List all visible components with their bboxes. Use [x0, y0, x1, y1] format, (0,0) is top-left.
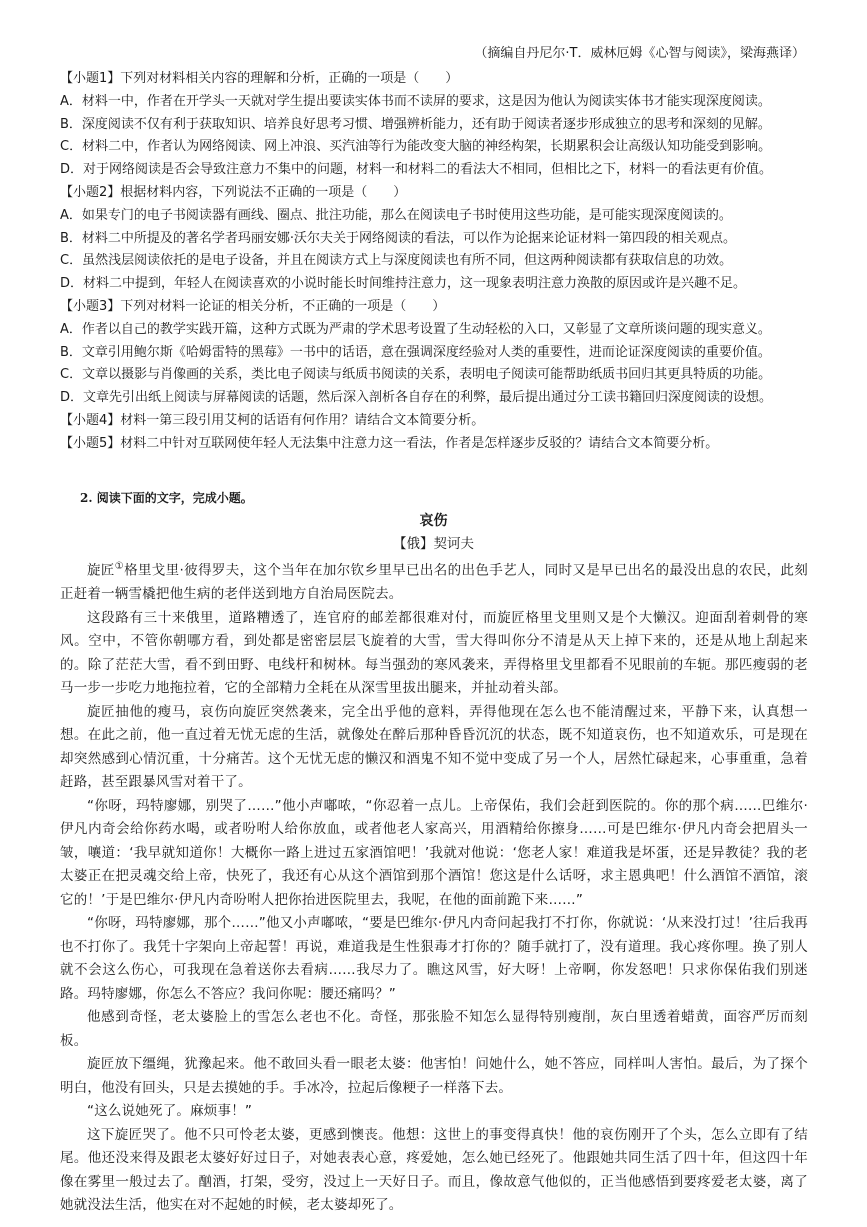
- question-2-stem: 【小题2】根据材料内容，下列说法不正确的一项是（ ）: [60, 184, 407, 200]
- question-2-option-a: A．如果专门的电子书阅读器有画线、圈点、批注功能，那么在阅读电子书时使用这些功能，是可能实现深度阅读的。: [60, 207, 732, 223]
- question-2-option-c: C．虽然浅层阅读依托的是电子设备，并且在阅读方式上与深度阅读也有所不同，但这两种阅读都有获取信息的功效。: [60, 253, 733, 269]
- story-paragraph-1-rest: 格里戈里·彼得罗夫，这个当年在加尔钦乡里早已出名的出色手艺人，同时又是早已出名的最没出息的农民，此刻正赶着一辆雪橇把他生病的老伴送到地方自治局医院去。: [60, 562, 808, 602]
- story-body: [60, 555, 808, 1218]
- story-paragraph: 这下旋匠哭了。他不只可怜老太婆，更感到懊丧。他想：这世上的事变得真快！他的哀伤刚开了个头，怎么立即有了结尾。他还没来得及跟老太婆好好过日子，对她表表心意，疼爱她，怎么她已经死了。他跟她共同生活了四十年，但这四十年像在雾里一般过去了。酗酒，打架，受穷，没过上一天好日子。而且，像故意气他似的，正当他感悟到要疼爱老太婆，离了她就没法生活，他实在对不起她的时候，老太婆却死了。: [60, 1126, 808, 1213]
- story-paragraph: 这段路有三十来俄里，道路糟透了，连官府的邮差都很难对付，而旋匠格里戈里则又是个大懒汉。迎面刮着刺骨的寒风。空中，不管你朝哪方看，到处都是密密层层飞旋着的大雪，雪大得叫你分不清是从天上掉下来的，还是从地上刮起来的。除了茫茫大雪，看不到田野、电线杆和树林。每当强劲的寒风袭来，弄得格里戈里都看不见眼前的车轭。那匹瘦弱的老马一步一步吃力地拖拉着，它的全部精力全耗在从深雪里拔出腿来，并扯动着头部。: [60, 609, 808, 696]
- question-3-option-d: D．文章先引出纸上阅读与屏幕阅读的话题，然后深入剖析各自存在的利弊，最后提出通过分工读书籍回归深度阅读的设想。: [60, 390, 773, 406]
- story-paragraph: “这么说她死了。麻烦事！”: [87, 1103, 253, 1119]
- question-2-option-b: B．材料二中所提及的著名学者玛丽安娜·沃尔夫关于网络阅读的看法，可以作为论据来论证材料一第四段的相关观点。: [60, 230, 737, 246]
- question-1-option-b: B．深度阅读不仅有利于获取知识、培养良好思考习惯、增强辨析能力，还有助于阅读者逐步形成独立的思考和深刻的见解。: [60, 116, 771, 132]
- story-author: 【俄】契诃夫: [393, 536, 474, 552]
- question-3-option-a: A．作者以自己的教学实践开篇，这种方式既为严肃的学术思考设置了生动轻松的入口，又彰显了文章所谈问题的现实意义。: [60, 321, 771, 337]
- story-paragraph: “你呀，玛特廖娜，那个……”他又小声嘟哝，“要是巴维尔·伊凡内奇问起我打不打你，你就说：‘从来没打过！’往后我再也不打你了。我凭十字架向上帝起誓！再说，难道我是生性狠毒才打你的？随手就打了，没有道理。我心疼你哩。换了别人就不会这么伤心，可我现在急着送你去看病……我尽力了。瞧这风雪，好大呀！上帝啊，你发怒吧！只求你保佑我们别迷路。玛特廖娜，你怎么不答应？我问你呢：腰还痛吗？”: [60, 915, 808, 1002]
- story-paragraph: “你呀，玛特廖娜，别哭了……”他小声嘟哝，“你忍着一点儿。上帝保佑，我们会赶到医院的。你的那个病……巴维尔·伊凡内奇会给你药水喝，或者吩咐人给你放血，或者他老人家高兴，用酒精给你擦身……可是巴维尔·伊凡内奇会把眉头一皱，嚷道：‘我早就知道你！大概你一路上进过五家酒馆吧！’我就对他说：‘您老人家！难道我是坏蛋，还是异教徒？我的老太婆正在把灵魂交给上帝，快死了，我还有心从这个酒馆到那个酒馆！您这是什么话呀，求主恩典吧！什么酒馆不酒馆，滚它的！’于是巴维尔·伊凡内奇吩咐人把你抬进医院里去，我呢，在他的面前跪下来……”: [60, 797, 808, 908]
- section-heading: 2. 阅读下面的文字，完成小题。: [80, 491, 253, 505]
- question-3-option-c: C．文章以摄影与肖像画的关系，类比电子阅读与纸质书阅读的关系，表明电子阅读可能帮助纸质书回归其更具特质的功能。: [60, 367, 772, 383]
- source-note: （摘编自丹尼尔·T．威林厄姆《心智与阅读》，梁海燕译）: [474, 46, 805, 61]
- question-2-option-d: D．材料二中提到，年轻人在阅读喜欢的小说时能长时间维持注意力，这一现象表明注意力涣散的原因或许是兴趣不足。: [60, 276, 747, 292]
- question-4-stem: 【小题4】材料一第三段引用艾柯的话语有何作用？请结合文本简要分析。: [60, 412, 485, 428]
- story-paragraph: [60, 555, 808, 607]
- question-3-stem: 【小题3】下列对材料一论证的相关分析，不正确的一项是（ ）: [60, 298, 446, 314]
- story-paragraph: 旋匠放下缰绳，犹豫起来。他不敢回头看一眼老太婆：他害怕！问她什么，她不答应，同样叫人害怕。最后，为了探个明白，他没有回头，只是去摸她的手。手冰冷，拉起后像粳子一样落下去。: [60, 1056, 808, 1096]
- story-paragraph: 他感到奇怪，老太婆脸上的雪怎么老也不化。奇怪，那张脸不知怎么显得特别瘦削，灰白里透着蜡黄，面容严厉而刻板。: [60, 1009, 808, 1049]
- question-block: [60, 68, 820, 456]
- question-1-stem: 【小题1】下列对材料相关内容的理解和分析，正确的一项是（ ）: [60, 71, 459, 86]
- question-1-option-a: A．材料一中，作者在开学头一天就对学生提出要读实体书而不读屏的要求，这是因为他认为阅读实体书才能实现深度阅读。: [60, 93, 771, 109]
- question-3-option-b: B．文章引用鲍尔斯《哈姆雷特的黑莓》一书中的话语，意在强调深度经验对人类的重要性，进而论证深度阅读的重要价值。: [60, 344, 771, 360]
- story-paragraph-1-start: 旋匠: [87, 562, 115, 579]
- story-title: 哀伤: [419, 513, 448, 529]
- question-1-option-d: D．对于网络阅读是否会导致注意力不集中的问题，材料一和材料二的看法大不相同，但相比之下，材料一的看法更有价值。: [60, 162, 773, 178]
- question-5-stem: 【小题5】材料二中针对互联网使年轻人无法集中注意力这一看法，作者是怎样逐步反驳的？请结合文本简要分析。: [60, 435, 719, 451]
- footnote-marker: ①: [114, 561, 125, 572]
- story-paragraph: 旋匠抽他的瘦马，哀伤向旋匠突然袭来，完全出乎他的意料，弄得他现在怎么也不能清醒过来，平静下来，认真想一想。在此之前，他一直过着无忧无虑的生活，就像处在醉后那种昏昏沉沉的状态，既不知道哀伤，也不知道欢乐，可是现在却突然感到心情沉重，十分痛苦。这个无忧无虑的懒汉和酒鬼不知不觉中变成了另一个人，居然忙碌起来，心事重重，急着赶路，甚至跟暴风雪对着干了。: [60, 703, 808, 790]
- question-1-option-c: C．材料二中，作者认为网络阅读、网上冲浪、买汽油等行为能改变大脑的神经构架，长期累积会让高级认知功能受到影响。: [60, 139, 772, 155]
